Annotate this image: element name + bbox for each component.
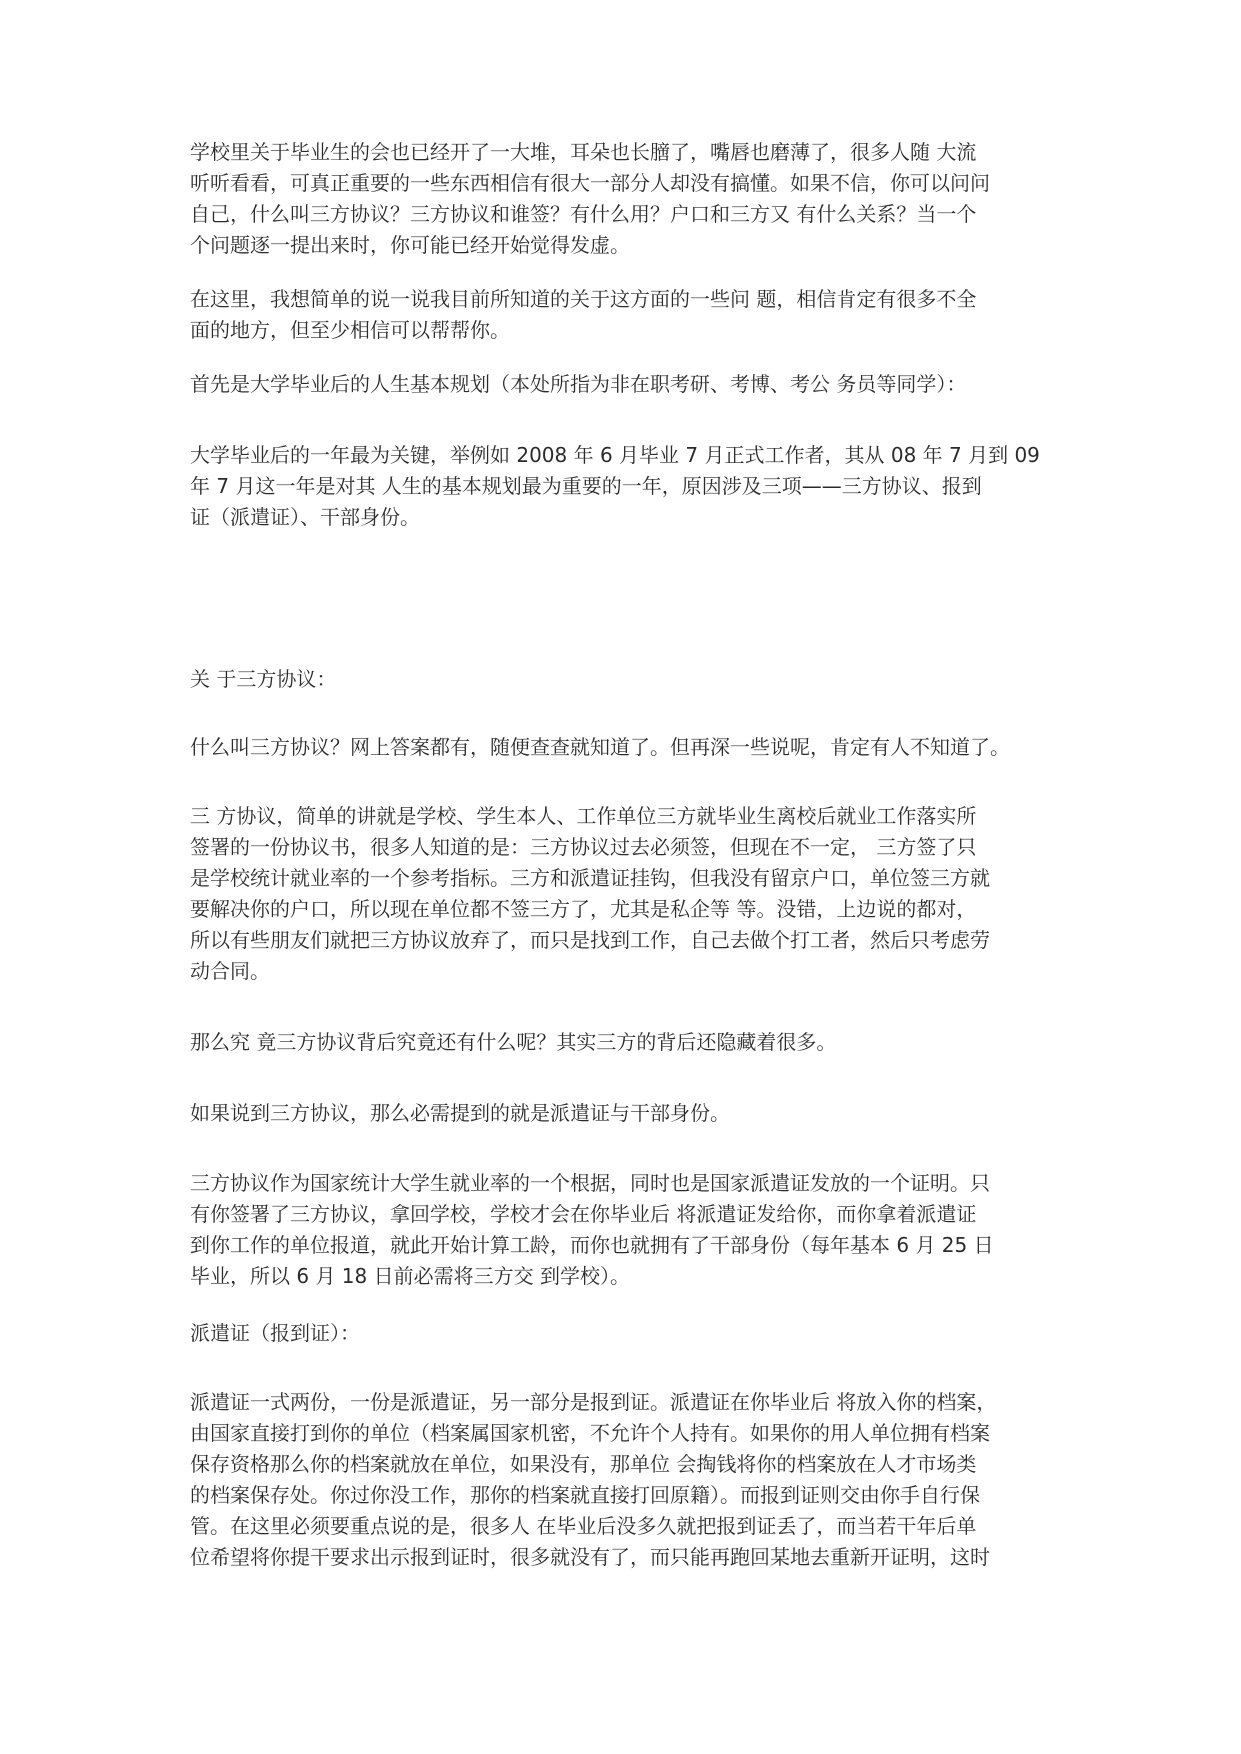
paragraph-first — [190, 369, 1050, 400]
text-line: 首先是大学毕业后的人生基本规划（本处所指为非在职考研、考博、考公 务员等同学）： — [190, 372, 967, 396]
paragraph-basis — [190, 1168, 1050, 1292]
text-line: 在这里，我想简单的说一说我目前所知道的关于这方面的一些问 题，相信肯定有很多不全 — [190, 287, 977, 311]
text-line: 个问题逐一提出来时，你可能已经开始觉得发虚。 — [190, 233, 630, 257]
text-line: 面的地方，但至少相信可以帮帮你。 — [190, 318, 510, 342]
text-line: 三 方协议，简单的讲就是学校、学生本人、工作单位三方就毕业生离校后就业工作落实所 — [190, 804, 977, 828]
text-line: 到你工作的单位报道，就此开始计算工龄，而你也就拥有了干部身份（每年基本 6 月 25 日 — [190, 1233, 994, 1257]
text-line: 保存资格那么你的档案就放在单位，如果没有，那单位 会掏钱将你的档案放在人才市场类 — [190, 1452, 977, 1476]
text-line: 关 于三方协议： — [190, 667, 337, 691]
paragraph-key-year — [190, 440, 1050, 533]
text-line: 三方协议作为国家统计大学生就业率的一个根据，同时也是国家派遣证发放的一个证明。只 — [190, 1171, 990, 1195]
text-line: 年 7 月这一年是对其 人生的基本规划最为重要的一年，原因涉及三项——三方协议、报到 — [190, 474, 982, 498]
text-line: 听听看看，可真正重要的一些东西相信有很大一部分人却没有搞懂。如果不信，你可以问问 — [190, 171, 990, 195]
text-line: 如果说到三方协议，那么必需提到的就是派遣证与干部身份。 — [190, 1101, 730, 1125]
text-line: 自己，什么叫三方协议？三方协议和谁签？有什么用？户口和三方又 有什么关系？当一个 — [190, 202, 977, 226]
text-line: 学校里关于毕业生的会也已经开了一大堆，耳朵也长膪了，嘴唇也磨薄了，很多人随 大流 — [190, 140, 977, 164]
text-line: 由国家直接打到你的单位（档案属国家机密，不允许个人持有。如果你的用人单位拥有档案 — [190, 1421, 990, 1445]
text-line: 有你签署了三方协议，拿回学校，学校才会在你毕业后 将派遣证发给你，而你拿着派遣证 — [190, 1202, 977, 1226]
text-line: 证（派遣证）、干部身份。 — [190, 505, 420, 529]
text-line: 位希望将你提干要求出示报到证时，很多就没有了，而只能再跑回某地去重新开证明，这时 — [190, 1545, 990, 1569]
paragraph-what-is — [190, 732, 1050, 763]
section-heading-three-party — [190, 664, 1050, 695]
section-heading-dispatch — [190, 1318, 1050, 1349]
text-line: 毕业，所以 6 月 18 日前必需将三方交 到学校）。 — [190, 1264, 630, 1288]
text-line: 那么究 竟三方协议背后究竟还有什么呢？其实三方的背后还隐藏着很多。 — [190, 1030, 837, 1054]
text-line: 签署的一份协议书，很多人知道的是：三方协议过去必须签，但现在不一定， 三方签了只 — [190, 835, 977, 859]
text-line: 所以有些朋友们就把三方协议放弃了，而只是找到工作，自己去做个打工者，然后只考虑劳 — [190, 928, 990, 952]
paragraph-here — [190, 284, 1050, 346]
paragraph-intro — [190, 137, 1050, 261]
text-line: 的档案保存处。你过你没工作，那你的档案就直接打回原籍）。而报到证则交由你手自行保 — [190, 1483, 980, 1507]
text-line: 什么叫三方协议？网上答案都有，随便查查就知道了。但再深一些说呢，肯定有人不知道了。 — [190, 735, 1010, 759]
text-line: 大学毕业后的一年最为关键，举例如 2008 年 6 月毕业 7 月正式工作者，其从 08 年 7 月到 09 — [190, 443, 1040, 467]
text-line: 要解决你的户口，所以现在单位都不签三方了，尤其是私企等 等。没错，上边说的都对， — [190, 897, 977, 921]
text-line: 管。在这里必须要重点说的是，很多人 在毕业后没多久就把报到证丢了，而当若干年后单 — [190, 1514, 977, 1538]
paragraph-behind — [190, 1027, 1050, 1058]
text-line: 派遣证（报到证）： — [190, 1321, 360, 1345]
paragraph-dispatch — [190, 1387, 1050, 1573]
text-line: 动合同。 — [190, 959, 270, 983]
text-line: 是学校统计就业率的一个参考指标。三方和派遣证挂钩，但我没有留京户口，单位签三方就 — [190, 866, 990, 890]
paragraph-definition — [190, 801, 1050, 987]
text-line: 派遣证一式两份，一份是派遣证，另一部分是报到证。派遣证在你毕业后 将放入你的档案， — [190, 1390, 997, 1414]
paragraph-mention — [190, 1098, 1050, 1129]
